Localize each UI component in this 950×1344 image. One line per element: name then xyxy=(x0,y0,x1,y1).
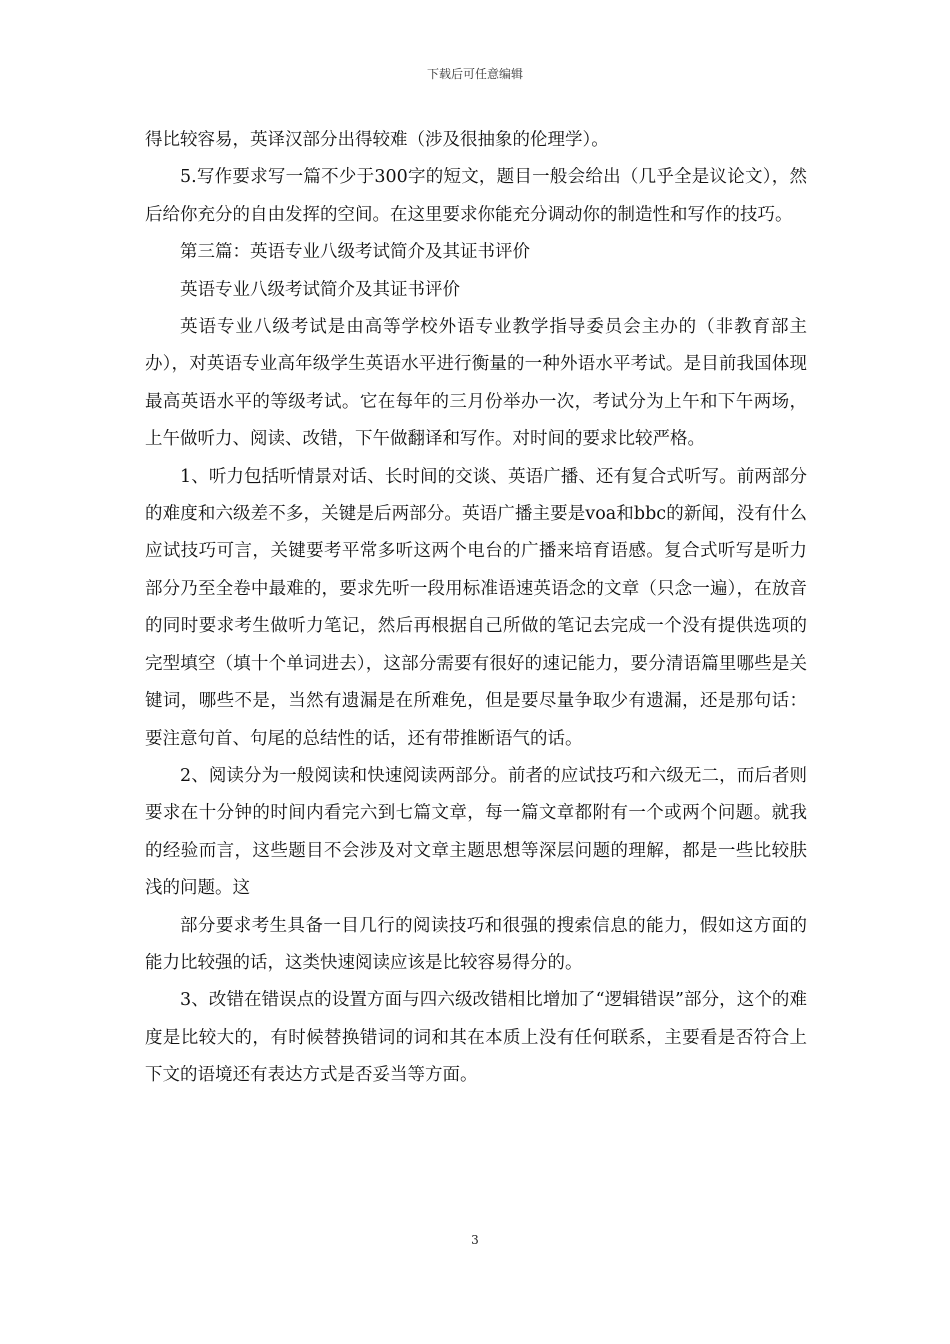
paragraph: 得比较容易，英译汉部分出得较难（涉及很抽象的伦理学）。 xyxy=(145,130,609,150)
page-number: 3 xyxy=(471,1233,479,1247)
document-body xyxy=(145,122,807,1095)
page-header: 下载后可任意编辑 xyxy=(426,67,523,81)
paragraph: 部分要求考生具备一目几行的阅读技巧和很强的搜索信息的能力，假如这方面的能力比较强的话，这类快速阅读应该是比较容易得分的。 xyxy=(145,915,807,973)
section-title: 第三篇：英语专业八级考试简介及其证书评价 xyxy=(180,242,530,263)
article-title: 英语专业八级考试简介及其证书评价 xyxy=(180,279,460,300)
paragraph: 1、听力包括听情景对话、长时间的交谈、英语广播、还有复合式听写。前两部分的难度和六级差不多，关键是后两部分。英语广播主要是voa和bbc的新闻，没有什么应试技巧可言，关键要考平常多听这两个电台的广播来培育语感。复合式听写是听力部分乃至全卷中最难的，要求先听一段用标准语速英语念的文章（只念一遍），在放音的同时要求考生做听力笔记，然后再根据自己所做的笔记去完成一个没有提供选项的完型填空（填十个单词进去），这部分需要有很好的速记能力，要分清语篇里哪些是关键词，哪些不是，当然有遗漏是在所难免，但是要尽量争取少有遗漏，还是那句话：要注意句首、句尾的总结性的话，还有带推断语气的话。 xyxy=(145,466,807,749)
paragraph: 2、阅读分为一般阅读和快速阅读两部分。前者的应试技巧和六级无二，而后者则要求在十分钟的时间内看完六到七篇文章，每一篇文章都附有一个或两个问题。就我的经验而言，这些题目不会涉及对文章主题思想等深层问题的理解，都是一些比较肤浅的问题。这 xyxy=(145,765,807,899)
paragraph: 3、改错在错误点的设置方面与四六级改错相比增加了“逻辑错误”部分，这个的难度是比较大的，有时候替换错词的词和其在本质上没有任何联系，主要看是否符合上下文的语境还有表达方式是否妥当等方面。 xyxy=(145,990,807,1086)
paragraph: 5.写作要求写一篇不少于300字的短文，题目一般会给出（几乎全是议论文），然后给你充分的自由发挥的空间。在这里要求你能充分调动你的制造性和写作的技巧。 xyxy=(145,167,807,225)
paragraph: 英语专业八级考试是由高等学校外语专业教学指导委员会主办的（非教育部主办），对英语专业高年级学生英语水平进行衡量的一种外语水平考试。是目前我国体现最高英语水平的等级考试。它在每年的三月份举办一次，考试分为上午和下午两场，上午做听力、阅读、改错，下午做翻译和写作。对时间的要求比较严格。 xyxy=(145,317,807,450)
